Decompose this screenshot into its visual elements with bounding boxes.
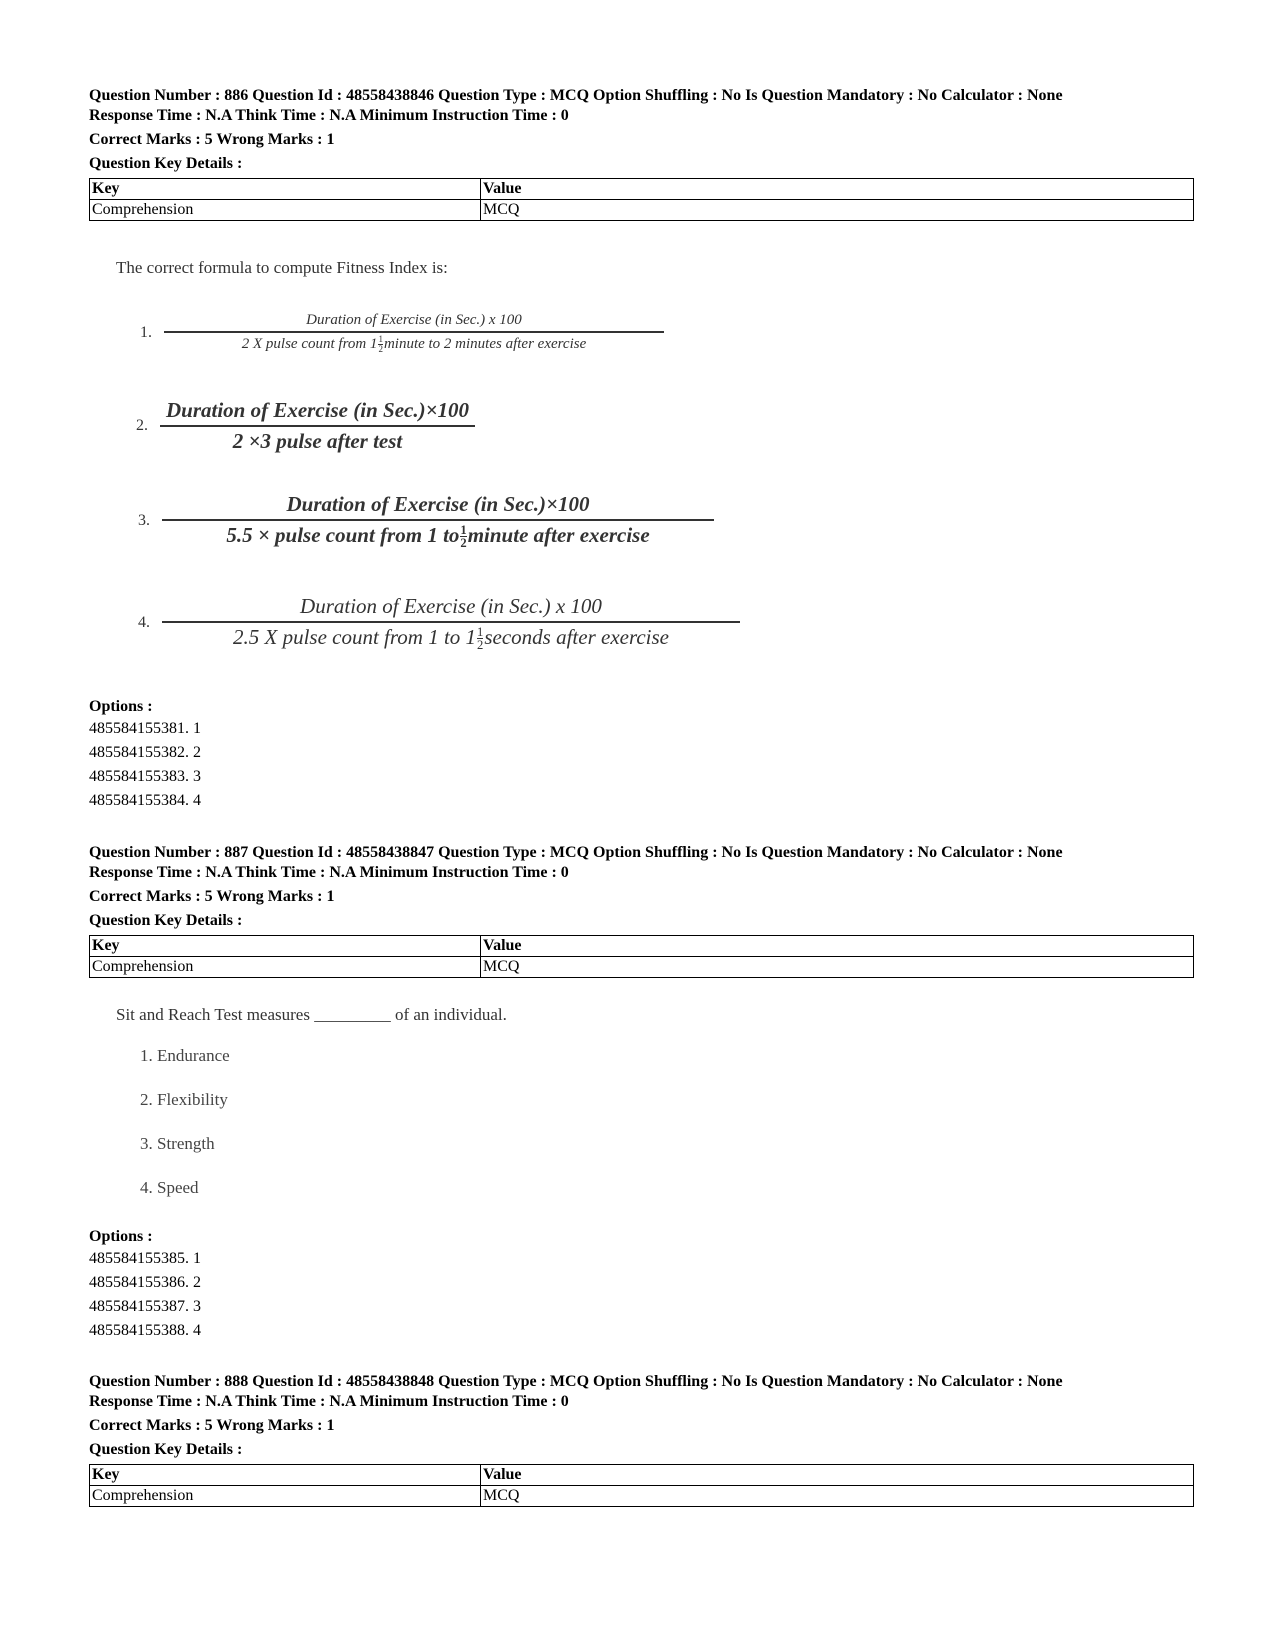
option-line: 485584155388. 4 bbox=[89, 1322, 201, 1339]
options-label: Options : bbox=[89, 1228, 153, 1245]
question-meta-line1: Question Number : 887 Question Id : 48558438847 Question Type : MCQ Option Shuffling : No Is Question Mandatory : No Calculator : None bbox=[89, 844, 1063, 861]
mini-num: 1 bbox=[460, 522, 467, 537]
option-line: 485584155387. 3 bbox=[89, 1298, 201, 1315]
formula-number: 4. bbox=[138, 613, 150, 631]
option-line: 485584155386. 2 bbox=[89, 1274, 201, 1291]
question-key-details-label: Question Key Details : bbox=[89, 1441, 243, 1458]
question-887-stem bbox=[116, 1004, 507, 1026]
choice-1: 1. Endurance bbox=[140, 1046, 230, 1065]
question-key-table bbox=[89, 935, 1194, 978]
table-cell-value: MCQ bbox=[481, 1486, 1194, 1507]
option-line: 485584155382. 2 bbox=[89, 744, 201, 761]
question-886-stem bbox=[116, 257, 448, 279]
formula-fraction bbox=[160, 396, 475, 456]
question-meta-line2: Response Time : N.A Think Time : N.A Minimum Instruction Time : 0 bbox=[89, 864, 569, 881]
question-marks: Correct Marks : 5 Wrong Marks : 1 bbox=[89, 1417, 335, 1434]
mini-num: 1 bbox=[477, 624, 484, 639]
table-header-key: Key bbox=[90, 936, 481, 957]
question-888-header bbox=[89, 1372, 1194, 1507]
option-line: 485584155383. 3 bbox=[89, 768, 201, 785]
formula-number: 3. bbox=[138, 511, 150, 529]
formula-option-4 bbox=[138, 592, 740, 654]
denominator-part-b: minute to 2 minutes after exercise bbox=[383, 335, 587, 352]
formula-fraction bbox=[162, 592, 740, 654]
question-marks: Correct Marks : 5 Wrong Marks : 1 bbox=[89, 131, 335, 148]
question-886-options bbox=[89, 697, 1194, 813]
question-meta-line1: Question Number : 888 Question Id : 48558438848 Question Type : MCQ Option Shuffling : No Is Question Mandatory : No Calculator : None bbox=[89, 1373, 1063, 1390]
formula-option-3 bbox=[138, 490, 714, 552]
question-marks: Correct Marks : 5 Wrong Marks : 1 bbox=[89, 888, 335, 905]
denominator-part-b: minute after exercise bbox=[467, 522, 650, 547]
formula-fraction bbox=[162, 490, 714, 552]
question-stem-text: Sit and Reach Test measures _________ of an individual. bbox=[116, 1005, 507, 1024]
formula-numerator: Duration of Exercise (in Sec.) x 100 bbox=[300, 594, 602, 618]
question-meta-line1: Question Number : 886 Question Id : 48558438846 Question Type : MCQ Option Shuffling : No Is Question Mandatory : No Calculator : None bbox=[89, 87, 1063, 104]
question-key-table bbox=[89, 1464, 1194, 1507]
table-cell-key: Comprehension bbox=[90, 1486, 481, 1507]
option-line: 485584155385. 1 bbox=[89, 1250, 201, 1267]
table-header-value: Value bbox=[481, 936, 1194, 957]
question-key-details-label: Question Key Details : bbox=[89, 912, 243, 929]
table-header-value: Value bbox=[481, 1465, 1194, 1486]
mini-fraction bbox=[460, 524, 466, 550]
question-886-header bbox=[89, 86, 1194, 221]
table-cell-key: Comprehension bbox=[90, 200, 481, 221]
denominator-part-b: seconds after exercise bbox=[484, 624, 669, 649]
formula-number: 1. bbox=[140, 323, 152, 341]
formula-number: 2. bbox=[136, 416, 148, 434]
denominator-part-a: 5.5 × pulse count from 1 to bbox=[226, 522, 460, 547]
table-cell-value: MCQ bbox=[481, 957, 1194, 978]
table-header-value: Value bbox=[481, 179, 1194, 200]
question-stem-text: The correct formula to compute Fitness Index is: bbox=[116, 258, 448, 277]
question-meta-line2: Response Time : N.A Think Time : N.A Minimum Instruction Time : 0 bbox=[89, 107, 569, 124]
formula-fraction bbox=[164, 310, 664, 356]
formula-numerator: Duration of Exercise (in Sec.)×100 bbox=[166, 398, 470, 422]
formula-denominator: 2 ×3 pulse after test bbox=[232, 428, 403, 453]
question-887-options bbox=[89, 1227, 1194, 1343]
choice-3: 3. Strength bbox=[140, 1134, 215, 1153]
table-header-key: Key bbox=[90, 1465, 481, 1486]
question-key-table bbox=[89, 178, 1194, 221]
mini-num: 1 bbox=[378, 333, 383, 344]
mini-den: 2 bbox=[477, 638, 484, 653]
question-key-details-label: Question Key Details : bbox=[89, 155, 243, 172]
choice-4: 4. Speed bbox=[140, 1178, 199, 1197]
mini-den: 2 bbox=[460, 536, 467, 551]
formula-denominator bbox=[227, 623, 675, 654]
mini-fraction bbox=[477, 626, 483, 652]
formula-option-1 bbox=[140, 310, 664, 356]
mini-den: 2 bbox=[378, 343, 383, 354]
options-label: Options : bbox=[89, 698, 153, 715]
formula-numerator: Duration of Exercise (in Sec.)×100 bbox=[286, 492, 590, 516]
mini-fraction bbox=[378, 335, 383, 354]
formula-option-2 bbox=[136, 396, 475, 456]
formula-numerator: Duration of Exercise (in Sec.) x 100 bbox=[306, 312, 522, 328]
option-line: 485584155384. 4 bbox=[89, 792, 201, 809]
table-header-key: Key bbox=[90, 179, 481, 200]
formula-denominator bbox=[236, 333, 593, 356]
question-meta-line2: Response Time : N.A Think Time : N.A Minimum Instruction Time : 0 bbox=[89, 1393, 569, 1410]
table-cell-key: Comprehension bbox=[90, 957, 481, 978]
denominator-part-a: 2.5 X pulse count from 1 to 1 bbox=[233, 624, 477, 649]
formula-denominator bbox=[220, 521, 655, 552]
option-line: 485584155381. 1 bbox=[89, 720, 201, 737]
table-cell-value: MCQ bbox=[481, 200, 1194, 221]
denominator-part-a: 2 X pulse count from 1 bbox=[241, 335, 378, 352]
question-887-header bbox=[89, 843, 1194, 978]
choice-2: 2. Flexibility bbox=[140, 1090, 228, 1109]
